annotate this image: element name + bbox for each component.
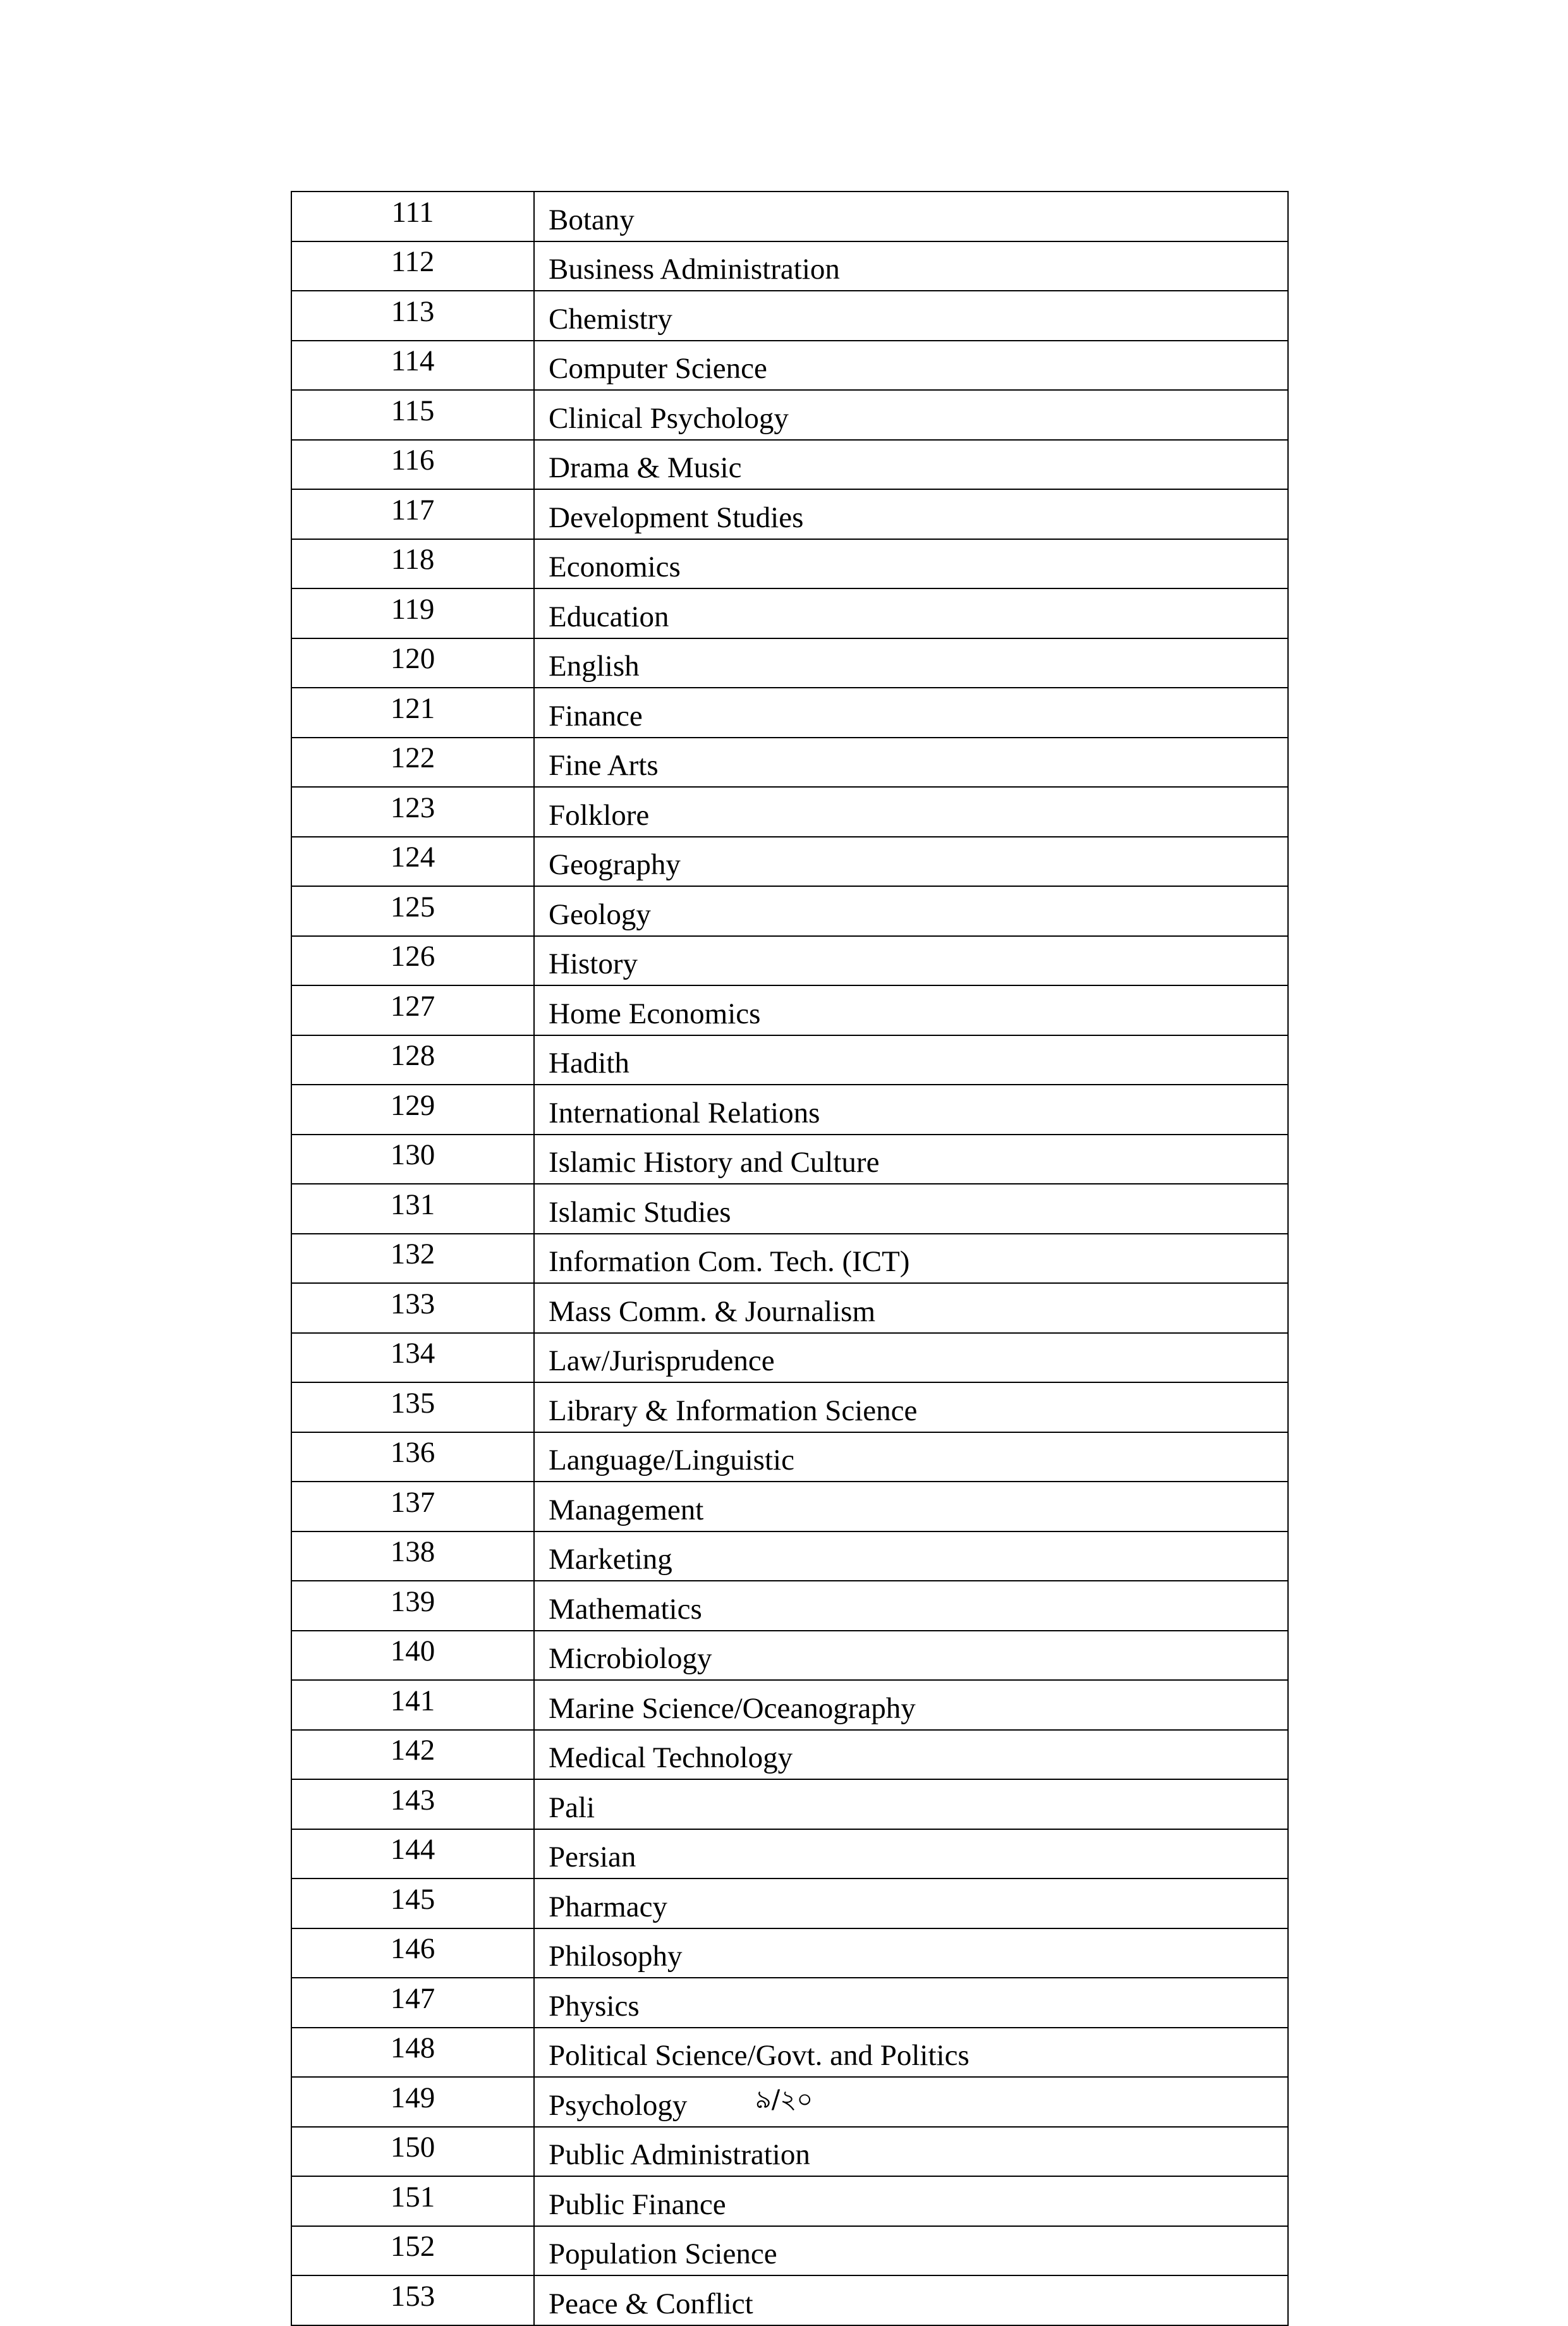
subject-code-cell: 125: [291, 886, 534, 936]
subject-code-cell: 113: [291, 291, 534, 341]
subject-code-cell: 123: [291, 787, 534, 837]
table-row: [291, 1135, 1288, 1184]
subject-name-cell: Pali: [534, 1779, 1288, 1829]
subject-name-cell: Management: [534, 1482, 1288, 1531]
subject-code-cell: 150: [291, 2127, 534, 2177]
table-row: [291, 539, 1288, 589]
subject-name-cell: Law/Jurisprudence: [534, 1333, 1288, 1383]
subject-code-cell: 112: [291, 241, 534, 291]
subject-code-cell: 128: [291, 1035, 534, 1085]
subject-name-cell: Folklore: [534, 787, 1288, 837]
subject-code-cell: 114: [291, 341, 534, 391]
subject-name-cell: Islamic Studies: [534, 1184, 1288, 1234]
table-row: [291, 2176, 1288, 2226]
table-row: [291, 1928, 1288, 1978]
table-row: [291, 936, 1288, 986]
table-row: [291, 440, 1288, 490]
subject-name-cell: Marketing: [534, 1531, 1288, 1581]
subject-name-cell: Microbiology: [534, 1631, 1288, 1681]
table-row: [291, 787, 1288, 837]
table-row: [291, 2226, 1288, 2276]
subject-name-cell: Pharmacy: [534, 1878, 1288, 1928]
table-row: [291, 1531, 1288, 1581]
subject-code-cell: 127: [291, 985, 534, 1035]
table-row: [291, 886, 1288, 936]
subject-code-cell: 136: [291, 1432, 534, 1482]
table-row: [291, 1680, 1288, 1730]
page-number: ৯/২০: [755, 2085, 813, 2114]
subject-name-cell: Computer Science: [534, 341, 1288, 391]
subject-code-cell: 147: [291, 1978, 534, 2028]
subject-code-cell: 138: [291, 1531, 534, 1581]
table-row: [291, 1035, 1288, 1085]
table-row: [291, 1184, 1288, 1234]
subject-code-cell: 111: [291, 192, 534, 241]
subject-code-cell: 153: [291, 2275, 534, 2325]
subject-name-cell: Development Studies: [534, 489, 1288, 539]
subject-name-cell: Information Com. Tech. (ICT): [534, 1234, 1288, 1284]
subject-code-cell: 141: [291, 1680, 534, 1730]
subject-code-cell: 120: [291, 638, 534, 688]
subject-code-cell: 132: [291, 1234, 534, 1284]
subject-name-cell: Mathematics: [534, 1581, 1288, 1631]
subject-code-table-body: [291, 192, 1288, 2325]
subject-name-cell: Political Science/Govt. and Politics: [534, 2028, 1288, 2078]
subject-code-cell: 144: [291, 1829, 534, 1879]
subject-code-cell: 126: [291, 936, 534, 986]
subject-name-cell: Population Science: [534, 2226, 1288, 2276]
subject-name-cell: Finance: [534, 688, 1288, 738]
table-row: [291, 1283, 1288, 1333]
table-row: [291, 985, 1288, 1035]
table-row: [291, 489, 1288, 539]
subject-name-cell: Botany: [534, 192, 1288, 241]
subject-code-cell: 137: [291, 1482, 534, 1531]
subject-name-cell: Mass Comm. & Journalism: [534, 1283, 1288, 1333]
table-row: [291, 1333, 1288, 1383]
subject-code-table: [291, 191, 1289, 2326]
subject-code-cell: 135: [291, 1382, 534, 1432]
table-row: [291, 1085, 1288, 1135]
subject-code-cell: 146: [291, 1928, 534, 1978]
subject-code-cell: 133: [291, 1283, 534, 1333]
table-row: [291, 738, 1288, 788]
subject-code-cell: 122: [291, 738, 534, 788]
subject-code-cell: 142: [291, 1730, 534, 1780]
subject-name-cell: Chemistry: [534, 291, 1288, 341]
table-row: [291, 688, 1288, 738]
subject-name-cell: Philosophy: [534, 1928, 1288, 1978]
subject-name-cell: Psychology: [534, 2077, 1288, 2127]
table-row: [291, 2275, 1288, 2325]
subject-name-cell: Marine Science/Oceanography: [534, 1680, 1288, 1730]
subject-name-cell: Business Administration: [534, 241, 1288, 291]
table-row: [291, 1432, 1288, 1482]
subject-code-cell: 140: [291, 1631, 534, 1681]
subject-name-cell: Language/Linguistic: [534, 1432, 1288, 1482]
subject-code-cell: 116: [291, 440, 534, 490]
subject-name-cell: Geography: [534, 837, 1288, 887]
table-row: [291, 1730, 1288, 1780]
subject-code-cell: 148: [291, 2028, 534, 2078]
subject-name-cell: Peace & Conflict: [534, 2275, 1288, 2325]
subject-name-cell: Library & Information Science: [534, 1382, 1288, 1432]
subject-name-cell: Fine Arts: [534, 738, 1288, 788]
table-row: [291, 2127, 1288, 2177]
subject-code-cell: 129: [291, 1085, 534, 1135]
table-row: [291, 638, 1288, 688]
subject-name-cell: English: [534, 638, 1288, 688]
subject-code-cell: 145: [291, 1878, 534, 1928]
subject-name-cell: Clinical Psychology: [534, 390, 1288, 440]
table-row: [291, 291, 1288, 341]
subject-name-cell: Education: [534, 588, 1288, 638]
table-row: [291, 837, 1288, 887]
table-row: [291, 1829, 1288, 1879]
table-row: [291, 1581, 1288, 1631]
subject-name-cell: Islamic History and Culture: [534, 1135, 1288, 1184]
table-row: [291, 1779, 1288, 1829]
table-row: [291, 1482, 1288, 1531]
subject-name-cell: International Relations: [534, 1085, 1288, 1135]
table-row: [291, 1978, 1288, 2028]
subject-name-cell: Hadith: [534, 1035, 1288, 1085]
subject-name-cell: Geology: [534, 886, 1288, 936]
subject-name-cell: History: [534, 936, 1288, 986]
table-row: [291, 588, 1288, 638]
subject-code-cell: 152: [291, 2226, 534, 2276]
subject-code-cell: 134: [291, 1333, 534, 1383]
subject-code-cell: 130: [291, 1135, 534, 1184]
subject-code-cell: 115: [291, 390, 534, 440]
subject-code-cell: 149: [291, 2077, 534, 2127]
table-row: [291, 1631, 1288, 1681]
table-row: [291, 2028, 1288, 2078]
subject-name-cell: Medical Technology: [534, 1730, 1288, 1780]
table-row: [291, 341, 1288, 391]
subject-code-cell: 117: [291, 489, 534, 539]
subject-code-cell: 139: [291, 1581, 534, 1631]
table-row: [291, 241, 1288, 291]
subject-code-cell: 124: [291, 837, 534, 887]
subject-name-cell: Physics: [534, 1978, 1288, 2028]
subject-name-cell: Economics: [534, 539, 1288, 589]
table-row: [291, 192, 1288, 241]
subject-name-cell: Persian: [534, 1829, 1288, 1879]
subject-name-cell: Public Finance: [534, 2176, 1288, 2226]
table-row: [291, 390, 1288, 440]
subject-name-cell: Drama & Music: [534, 440, 1288, 490]
subject-name-cell: Home Economics: [534, 985, 1288, 1035]
subject-code-cell: 151: [291, 2176, 534, 2226]
subject-code-cell: 119: [291, 588, 534, 638]
table-row: [291, 1234, 1288, 1284]
subject-code-cell: 143: [291, 1779, 534, 1829]
table-row: [291, 1382, 1288, 1432]
table-row: [291, 1878, 1288, 1928]
subject-code-cell: 118: [291, 539, 534, 589]
subject-code-cell: 131: [291, 1184, 534, 1234]
subject-code-cell: 121: [291, 688, 534, 738]
subject-name-cell: Public Administration: [534, 2127, 1288, 2177]
